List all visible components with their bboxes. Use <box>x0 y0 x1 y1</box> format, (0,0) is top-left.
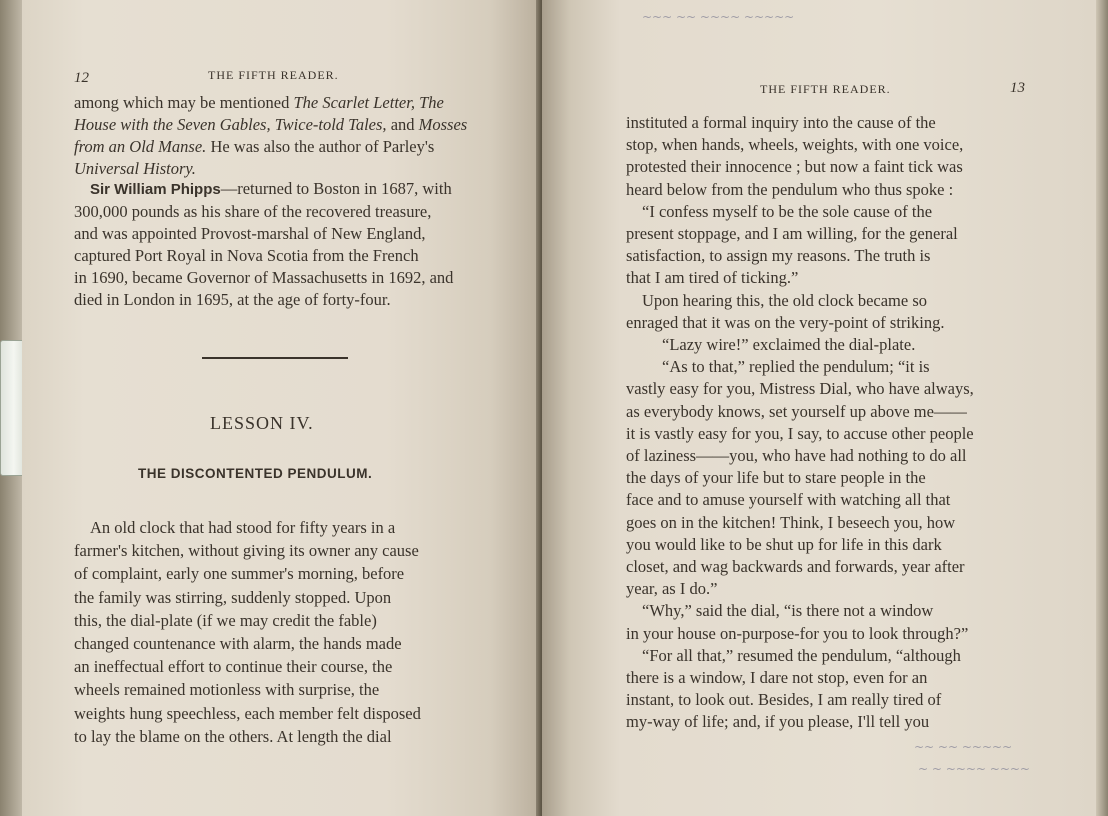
text-line: stop, when hands, wheels, weights, with one voice, <box>626 135 964 155</box>
left-page-number: 12 <box>74 70 89 86</box>
text-line: it is vastly easy for you, I say, to accuse other people <box>626 423 974 443</box>
phipps-text: died in London in 1695, at the age of forty-four. <box>74 290 391 309</box>
intro-text: and <box>386 115 419 134</box>
story-continuation <box>626 112 1028 734</box>
text-line: Upon hearing this, the old clock became so <box>642 290 928 310</box>
text-line: An old clock that had stood for fifty years in a <box>90 518 396 537</box>
text-line: vastly easy for you, Mistress Dial, who have always, <box>626 379 974 399</box>
person-name: Sir William Phipps <box>90 181 221 198</box>
text-line: goes on in the kitchen! Think, I beseech you, how <box>626 512 956 532</box>
intro-text: He was also the author of Parley's <box>206 137 435 156</box>
text-line: “I confess myself to be the sole cause of the <box>642 201 933 221</box>
desk-edge-right <box>1096 0 1108 816</box>
pencil-scribble: ~ ~ ~~~~ ~~~~ <box>918 762 1030 776</box>
intro-paragraph <box>74 92 481 180</box>
text-line: the family was stirring, suddenly stopped. Upon <box>74 587 392 607</box>
text-line: “Lazy wire!” exclaimed the dial-plate. <box>662 335 916 355</box>
text-line: weights hung speechless, each member felt disposed <box>74 703 421 723</box>
text-line: year, as I do.” <box>626 579 718 599</box>
text-line: instant, to look out. Besides, I am really tired of <box>626 690 942 710</box>
text-line: present stoppage, and I am willing, for the general <box>626 224 958 244</box>
right-running-head: THE FIFTH READER. <box>760 82 891 96</box>
phipps-text: —returned to Boston in 1687, with <box>220 179 452 198</box>
phipps-text: captured Port Royal in Nova Scotia from the French <box>74 246 419 265</box>
text-line: my-way of life; and, if you please, I'll tell you <box>626 712 930 732</box>
section-rule <box>202 357 348 359</box>
story-opening <box>74 516 481 748</box>
text-line: to lay the blame on the others. At length the dial <box>74 726 392 746</box>
text-line: “Why,” said the dial, “is there not a window <box>642 601 934 621</box>
book-title: The Scarlet Letter, The <box>293 93 444 112</box>
book-title: Mosses <box>418 115 468 134</box>
text-line: you would like to be shut up for life in this dark <box>626 534 942 554</box>
text-line: closet, and wag backwards and forwards, year after <box>626 557 965 577</box>
text-line: that I am tired of ticking.” <box>626 268 799 288</box>
right-page-number: 13 <box>1010 80 1025 96</box>
text-line: farmer's kitchen, without giving its owner any cause <box>74 541 419 561</box>
pencil-scribble: ~~ ~~ ~~~~~ <box>914 740 1013 754</box>
phipps-note <box>74 178 481 311</box>
text-line: an ineffectual effort to continue their course, the <box>74 657 393 677</box>
text-line: instituted a formal inquiry into the cause of the <box>626 113 936 132</box>
intro-text: among which may be mentioned <box>74 93 294 112</box>
text-line: protested their innocence ; but now a faint tick was <box>626 157 963 177</box>
left-running-head: THE FIFTH READER. <box>208 68 339 82</box>
text-line: the days of your life but to stare people in the <box>626 468 926 488</box>
text-line: there is a window, I dare not stop, even for an <box>626 668 928 688</box>
text-line: as everybody knows, set yourself up above me—— <box>626 401 967 421</box>
text-line: satisfaction, to assign my reasons. The truth is <box>626 246 931 266</box>
phipps-text: 300,000 pounds as his share of the recovered treasure, <box>74 202 432 221</box>
text-line: enraged that it was on the very-point of striking. <box>626 312 945 332</box>
book-title: from an Old Manse. <box>74 137 207 156</box>
lesson-heading: LESSON IV. <box>210 413 314 433</box>
text-line: face and to amuse yourself with watching all that <box>626 490 951 510</box>
right-page <box>542 0 1098 816</box>
text-line: wheels remained motionless with surprise, the <box>74 680 380 700</box>
phipps-text: in 1690, became Governor of Massachusetts in 1692, and <box>74 268 454 287</box>
text-line: “As to that,” replied the pendulum; “it is <box>662 357 930 377</box>
text-line: of complaint, early one summer's morning, before <box>74 564 405 584</box>
text-line: this, the dial-plate (if we may credit the fable) <box>74 610 377 630</box>
text-line: changed countenance with alarm, the hands made <box>74 634 402 654</box>
text-line: heard below from the pendulum who thus spoke : <box>626 179 954 199</box>
book-title: Universal History. <box>74 159 196 178</box>
left-page <box>22 0 542 816</box>
text-line: in your house on-purpose-for you to look through?” <box>626 623 969 643</box>
text-line: “For all that,” resumed the pendulum, “although <box>642 645 961 665</box>
phipps-text: and was appointed Provost-marshal of New England, <box>74 224 426 243</box>
pencil-scribble: ~~~ ~~ ~~~~ ~~~~~ <box>642 10 795 24</box>
text-line: of laziness——you, who have had nothing to do all <box>626 446 967 466</box>
story-title: THE DISCONTENTED PENDULUM. <box>138 466 373 481</box>
book-title: House with the Seven Gables, Twice-told Tales, <box>74 115 387 134</box>
